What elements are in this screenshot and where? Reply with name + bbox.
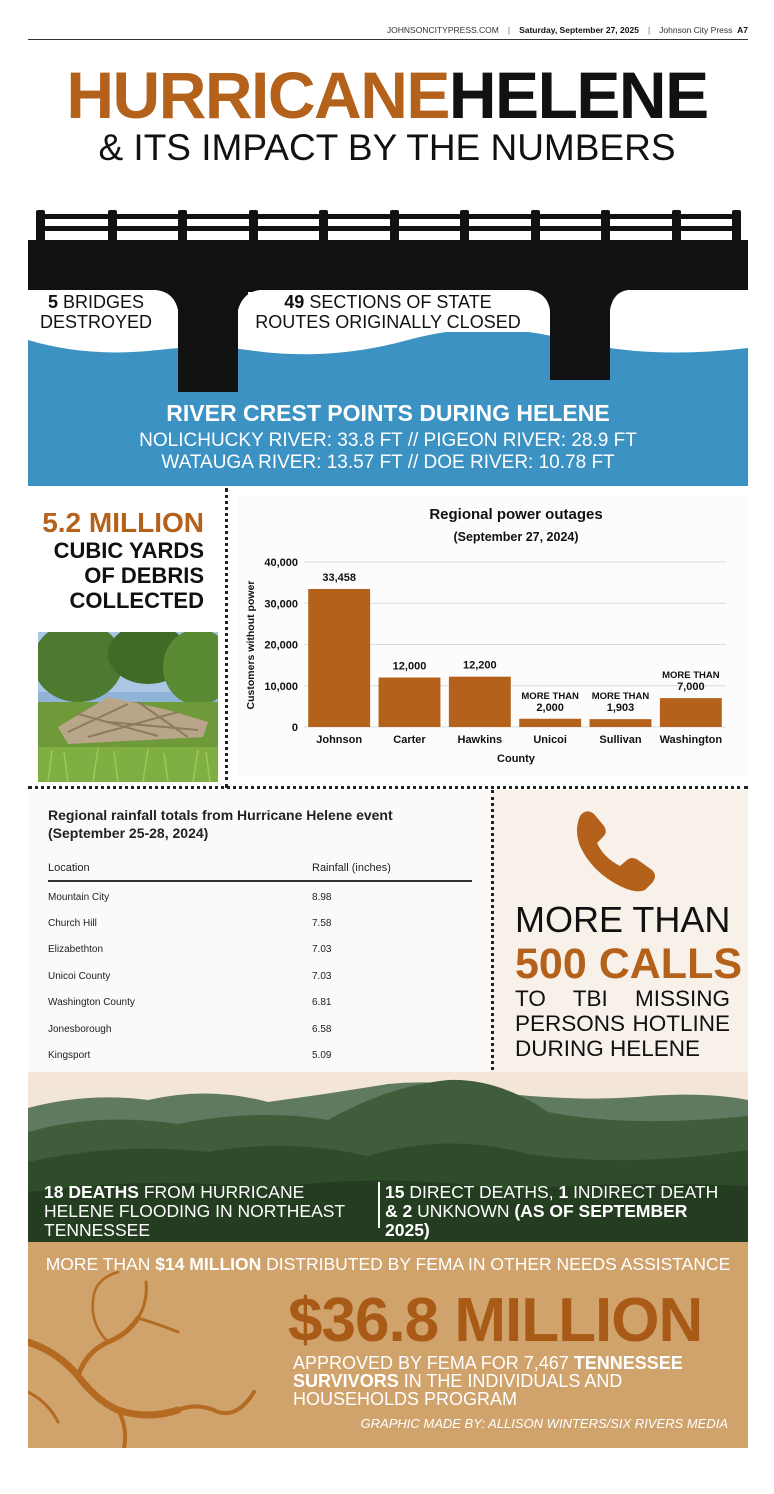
- rainfall-col-rain: Rainfall (inches): [312, 862, 391, 874]
- debris-photo: [38, 632, 218, 782]
- rainfall-location: Kingsport: [48, 1050, 91, 1061]
- chart-data-label: 2,000: [536, 701, 564, 714]
- power-outage-chart-svg: [238, 496, 748, 776]
- deaths-separator: [378, 1182, 380, 1228]
- debris-line-3: COLLECTED: [69, 588, 204, 613]
- river-crest-line-2: WATAUGA RIVER: 13.57 FT // DOE RIVER: 10.78 FT: [161, 452, 615, 473]
- bridges-count: 5: [47, 292, 58, 312]
- debris-line-2: OF DEBRIS: [84, 563, 204, 588]
- deaths-ampersand: &: [385, 1201, 398, 1221]
- graphic-credit: GRAPHIC MADE BY: ALLISON WINTERS/SIX RIVERS MEDIA: [360, 1416, 728, 1431]
- direct-deaths-count: 15: [385, 1182, 405, 1202]
- page-title: [0, 58, 774, 168]
- chart-ylabel: Customers without power: [245, 580, 257, 710]
- chart-data-label: MORE THAN: [521, 690, 579, 702]
- chart-ytick-label: 0: [291, 722, 298, 734]
- chart-title: Regional power outages: [429, 506, 603, 523]
- deaths-total: 18 DEATHS: [44, 1182, 139, 1202]
- masthead-date: Saturday, September 27, 2025: [519, 25, 639, 35]
- rainfall-value: 6.81: [312, 997, 332, 1008]
- rainfall-location: Jonesborough: [48, 1024, 112, 1035]
- fema-big-amount: $36.8 MILLION: [288, 1286, 703, 1355]
- chart-data-label: 12,200: [463, 659, 497, 672]
- deaths-left: [44, 1183, 376, 1240]
- routes-label-2: ROUTES ORIGINALLY CLOSED: [255, 312, 521, 332]
- masthead-page: A7: [737, 25, 748, 35]
- rainfall-location: Church Hill: [48, 918, 97, 929]
- chart-data-label: MORE THAN: [662, 670, 720, 682]
- fema-desc-bold: TENNESSEE SURVIVORS: [293, 1353, 683, 1391]
- fema-line-amount: $14 MILLION: [155, 1254, 262, 1274]
- rainfall-value: 6.58: [312, 1024, 332, 1035]
- calls-line-1: MORE THAN: [515, 899, 731, 940]
- chart-bar: [449, 677, 511, 727]
- fema-section: [28, 1242, 748, 1448]
- chart-subtitle: (September 27, 2024): [453, 530, 579, 544]
- rainfall-value: 7.58: [312, 918, 332, 929]
- chart-category-label: Unicoi: [533, 734, 567, 746]
- fema-description: [293, 1354, 713, 1408]
- chart-ytick-label: 30,000: [264, 598, 298, 611]
- routes-stat: [248, 292, 528, 332]
- phone-icon: [570, 806, 666, 892]
- table-row: [48, 965, 472, 991]
- chart-xlabel: County: [497, 753, 535, 765]
- bridges-label-1: BRIDGES: [63, 292, 145, 312]
- direct-deaths-label: DIRECT DEATHS,: [409, 1182, 554, 1202]
- rainfall-value: 7.03: [312, 944, 332, 955]
- rainfall-table: [28, 790, 490, 1090]
- rainfall-location: Unicoi County: [48, 971, 111, 982]
- deaths-as-of: (AS OF SEPTEMBER 2025): [385, 1201, 688, 1240]
- deaths-left-text: FROM HURRICANE HELENE FLOODING IN NORTHEAST TENNESSEE: [44, 1182, 345, 1240]
- unknown-deaths-count: 2: [402, 1201, 413, 1221]
- power-outage-chart: [238, 496, 748, 776]
- chart-category-label: Johnson: [316, 734, 363, 746]
- chart-ytick-label: 20,000: [264, 639, 298, 652]
- chart-category-label: Sullivan: [599, 734, 642, 746]
- divider-horizontal: [28, 786, 748, 789]
- chart-data-label: 33,458: [322, 571, 356, 584]
- rainfall-location: Elizabethton: [48, 944, 104, 955]
- debris-amount: 5.2 MILLION: [42, 507, 204, 538]
- chart-ytick-label: 10,000: [264, 680, 298, 693]
- chart-bar: [519, 719, 581, 727]
- calls-line-3: TO TBI MISSING PERSONS HOTLINE DURING HELENE: [515, 986, 730, 1061]
- rainfall-value: 8.98: [312, 892, 332, 903]
- unknown-deaths-label: UNKNOWN: [417, 1201, 510, 1221]
- table-row: [48, 886, 472, 912]
- chart-bar: [660, 698, 722, 727]
- chart-category-label: Hawkins: [457, 734, 503, 746]
- debris-stat: [34, 508, 204, 613]
- calls-line-2: 500 CALLS: [515, 940, 743, 988]
- rainfall-header: [48, 860, 472, 882]
- chart-category-label: Washington: [659, 734, 723, 746]
- rainfall-col-location: Location: [48, 862, 90, 874]
- table-row: [48, 938, 472, 964]
- fema-desc-post: IN THE INDIVIDUALS AND HOUSEHOLDS PROGRAM: [293, 1371, 623, 1409]
- title-helene: HELENE: [448, 58, 708, 132]
- rainfall-value: 5.09: [312, 1050, 332, 1061]
- bridge-river-section: [28, 200, 748, 486]
- river-crest-title: RIVER CREST POINTS DURING HELENE: [166, 400, 610, 426]
- rainfall-subtitle: (September 25-28, 2024): [48, 825, 209, 841]
- chart-data-label: 7,000: [677, 681, 705, 694]
- table-row: [48, 1018, 472, 1044]
- fema-line-post: DISTRIBUTED BY FEMA IN OTHER NEEDS ASSISTANCE: [266, 1254, 731, 1274]
- chart-data-label: MORE THAN: [591, 691, 650, 703]
- deaths-right: [385, 1183, 735, 1240]
- routes-label-1: SECTIONS OF STATE: [309, 292, 492, 312]
- divider-vertical-1: [225, 488, 228, 788]
- chart-category-label: Carter: [393, 734, 426, 746]
- chart-data-label: 1,903: [606, 702, 635, 715]
- fema-desc-pre: APPROVED BY FEMA FOR 7,467: [293, 1353, 569, 1373]
- rainfall-location: Washington County: [48, 997, 135, 1008]
- routes-count: 49: [284, 292, 305, 312]
- chart-ytick-label: 40,000: [264, 557, 298, 569]
- chart-bar: [590, 719, 652, 727]
- chart-bar: [308, 589, 370, 727]
- debris-line-1: CUBIC YARDS: [53, 538, 204, 563]
- fema-other-needs: [28, 1254, 748, 1275]
- bridges-label-2: DESTROYED: [39, 312, 153, 332]
- chart-bar: [379, 678, 441, 728]
- table-row: [48, 912, 472, 938]
- river-crest-line-1: NOLICHUCKY RIVER: 33.8 FT // PIGEON RIVER: 28.9 FT: [139, 430, 637, 451]
- indirect-deaths-label: INDIRECT DEATH: [573, 1182, 719, 1202]
- divider-vertical-2: [491, 790, 494, 1088]
- rainfall-location: Mountain City: [48, 892, 110, 903]
- table-row: [48, 991, 472, 1017]
- masthead: JOHNSONCITYPRESS.COM | Saturday, September 27, 2025 | Johnson City Press A7: [28, 22, 748, 40]
- title-subtitle: & ITS IMPACT BY THE NUMBERS: [98, 127, 676, 168]
- masthead-site: JOHNSONCITYPRESS.COM: [386, 25, 499, 35]
- indirect-deaths-count: 1: [558, 1182, 569, 1202]
- rainfall-title: Regional rainfall totals from Hurricane Helene event: [48, 807, 393, 823]
- rainfall-value: 7.03: [312, 971, 332, 982]
- chart-data-label: 12,000: [392, 660, 427, 673]
- bridges-stat: [34, 292, 158, 332]
- title-hurricane: HURRICANE: [66, 58, 449, 132]
- fema-line-pre: MORE THAN: [45, 1254, 151, 1274]
- masthead-paper: Johnson City Press: [659, 25, 733, 35]
- table-row: [48, 1044, 472, 1070]
